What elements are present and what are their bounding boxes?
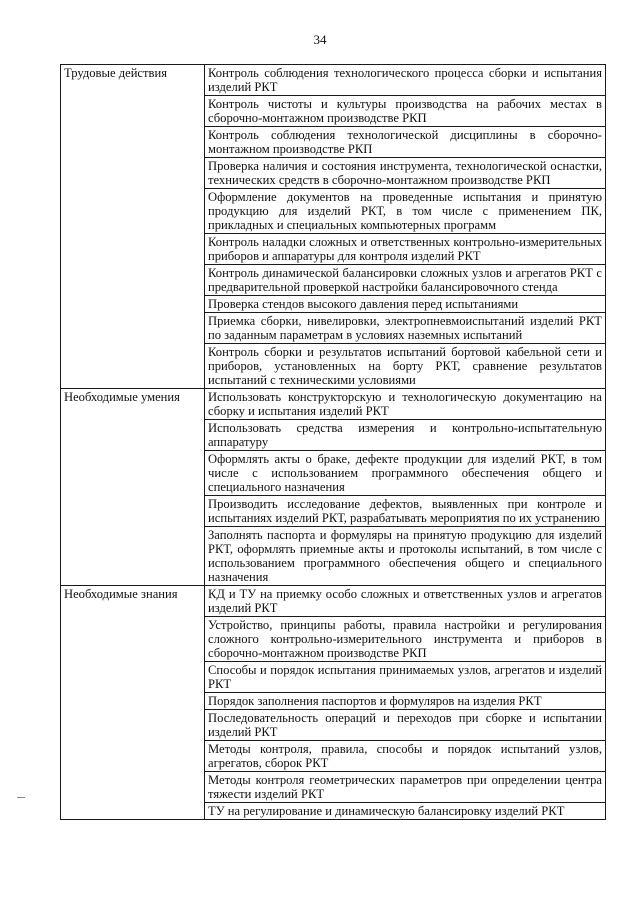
- table-row: [61, 65, 606, 96]
- requirements-table: [60, 64, 606, 820]
- table-cell: Использовать конструкторскую и технологическую документацию на сборку и испытания изделий РКТ: [205, 389, 606, 420]
- section-label-labor-actions: Трудовые действия: [61, 65, 205, 389]
- table-cell: Оформление документов на проведенные испытания и принятую продукцию для изделий РКТ, в том числе с применением ПК, прикладных и специальных компьютерных программ: [205, 189, 606, 234]
- table-cell: Контроль сборки и результатов испытаний бортовой кабельной сети и приборов, установленных на борту РКТ, сравнение результатов испытаний с техническими условиями: [205, 344, 606, 389]
- table-cell: Использовать средства измерения и контрольно-испытательную аппаратуру: [205, 420, 606, 451]
- table-row: [61, 389, 606, 420]
- table-cell: Устройство, принципы работы, правила настройки и регулирования сложного контрольно-измерительного инструмента и приборов в сборочно-монтажном производстве РКП: [205, 617, 606, 662]
- table-cell: Контроль соблюдения технологического процесса сборки и испытания изделий РКТ: [205, 65, 606, 96]
- table-cell: Производить исследование дефектов, выявленных при контроле и испытаниях изделий РКТ, разрабатывать мероприятия по их устранению: [205, 496, 606, 527]
- table-cell: Порядок заполнения паспортов и формуляров на изделия РКТ: [205, 693, 606, 710]
- table-cell: КД и ТУ на приемку особо сложных и ответственных узлов и агрегатов изделий РКТ: [205, 586, 606, 617]
- table-cell: Контроль соблюдения технологической дисциплины в сборочно-монтажном производстве РКП: [205, 127, 606, 158]
- table-cell: Методы контроля, правила, способы и порядок испытаний узлов, агрегатов, сборок РКТ: [205, 741, 606, 772]
- page-number: 34: [313, 32, 327, 47]
- margin-mark: [17, 797, 25, 798]
- table-cell: Заполнять паспорта и формуляры на принятую продукцию для изделий РКТ, оформлять приемные акты и протоколы испытаний, в том числе с использованием программного обеспечения общего и специального назначения: [205, 527, 606, 586]
- section-label-required-skills: Необходимые умения: [61, 389, 205, 586]
- table-cell: Проверка стендов высокого давления перед испытаниями: [205, 296, 606, 313]
- table-cell: ТУ на регулирование и динамическую балансировку изделий РКТ: [205, 803, 606, 820]
- section-label-required-knowledge: Необходимые знания: [61, 586, 205, 820]
- table-cell: Оформлять акты о браке, дефекте продукции для изделий РКТ, в том числе с использованием программного обеспечения общего и специального назначения: [205, 451, 606, 496]
- table-cell: Контроль чистоты и культуры производства на рабочих местах в сборочно-монтажном производстве РКП: [205, 96, 606, 127]
- table-row: [61, 586, 606, 617]
- table-cell: Приемка сборки, нивелировки, электропневмоиспытаний изделий РКТ по заданным параметрам в условиях наземных испытаний: [205, 313, 606, 344]
- table-cell: Способы и порядок испытания принимаемых узлов, агрегатов и изделий РКТ: [205, 662, 606, 693]
- table-cell: Последовательность операций и переходов при сборке и испытании изделий РКТ: [205, 710, 606, 741]
- table-cell: Проверка наличия и состояния инструмента, технологической оснастки, технических средств в сборочно-монтажном производстве РКП: [205, 158, 606, 189]
- table-cell: Контроль наладки сложных и ответственных контрольно-измерительных приборов и аппаратуры для контроля изделий РКТ: [205, 234, 606, 265]
- table-cell: Методы контроля геометрических параметров при определении центра тяжести изделий РКТ: [205, 772, 606, 803]
- table-cell: Контроль динамической балансировки сложных узлов и агрегатов РКТ с предварительной проверкой настройки балансировочного стенда: [205, 265, 606, 296]
